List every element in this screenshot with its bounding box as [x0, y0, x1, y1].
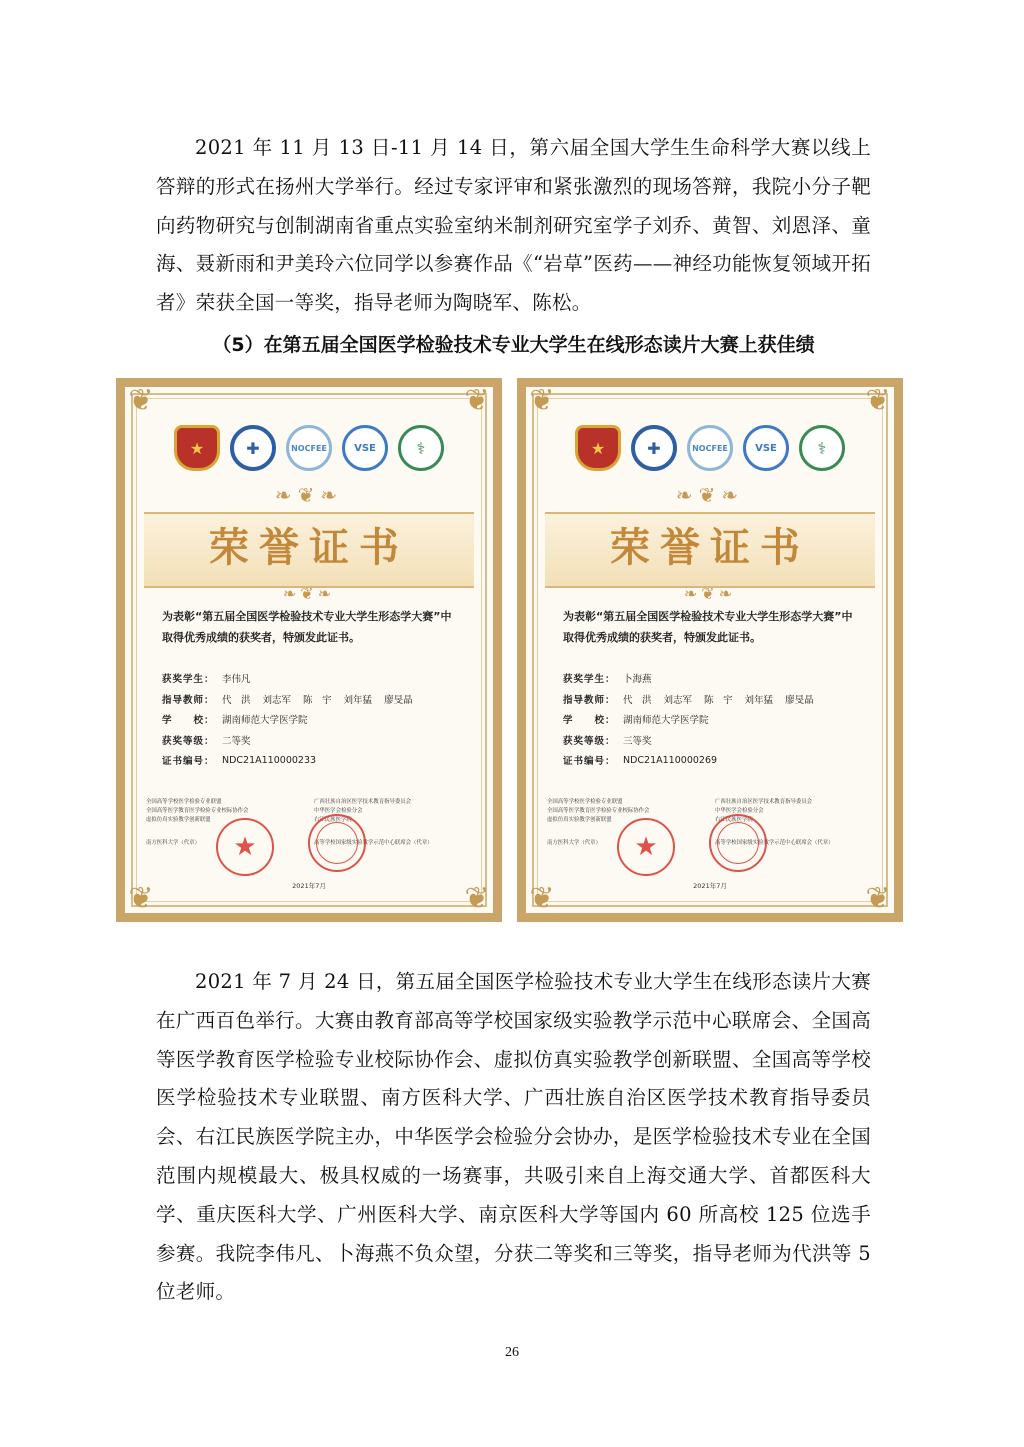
organizer-name: 广西壮族自治区医学技术教育指导委员会: [715, 799, 813, 805]
medical-logo-icon: ⚕: [799, 425, 845, 471]
corner-ornament-icon: ❦: [529, 881, 555, 916]
advisor-list: [623, 692, 873, 706]
advisor-name: 刘年猛: [343, 694, 373, 706]
certificate-fields: [563, 668, 873, 771]
page-number: 26: [505, 1345, 519, 1360]
organizer-name: 高等学校国家级实验教学示范中心联席会（代章）: [715, 840, 834, 846]
red-seal-icon: [308, 814, 366, 872]
field-label-school: 学 校：: [563, 715, 616, 727]
organizer-name: 中华医学会检验分会: [715, 808, 764, 814]
advisor-list: [222, 692, 472, 706]
school-name: 湖南师范大学医学院: [623, 715, 709, 727]
corner-ornament-icon: ❦: [464, 383, 490, 418]
certificate-date: 2021年7月: [693, 882, 727, 890]
field-label-student: 获奖学生：: [563, 674, 616, 686]
advisor-name: 陈 宇: [704, 694, 733, 706]
award-level: 二等奖: [222, 735, 251, 747]
school-name: 湖南师范大学医学院: [222, 715, 308, 727]
organizer-name: 高等学校国家级实验教学示范中心联席会（代章）: [314, 840, 433, 846]
field-label-advisors: 指导教师：: [162, 694, 215, 706]
nocfee-logo-icon: NOCFEE: [286, 425, 332, 471]
paragraph-life-science-contest: 2021 年 11 月 13 日-11 月 14 日，第六届全国大学生生命科学大赛以线上答辩的形式在扬州大学举行。经过专家评审和紧张激烈的现场答辩，我院小分子靶向药物研究与创制湖南省重点实验室纳米制剂研究室学子刘乔、黄智、刘恩泽、童海、聂新雨和尹美玲六位同学以参赛作品《“岩草”医药——神经功能恢复领域开拓者》荣获全国一等奖，指导老师为陶晓军、陈松。: [156, 136, 871, 315]
emblem-logo-icon: ★: [174, 425, 220, 471]
organizer-name: 虚拟仿真实验教学创新联盟: [547, 817, 612, 823]
advisor-name: 廖旻晶: [384, 694, 413, 706]
advisor-name: 刘志军: [262, 694, 292, 706]
certificate-title: 荣誉证书: [610, 524, 810, 571]
certificate-description: 为表彰“第五届全国医学检验技术专业大学生形态学大赛”中取得优秀成绩的获奖者，特颁发此证书。: [162, 610, 452, 644]
field-label-advisors: 指导教师：: [563, 694, 616, 706]
section-heading: （5）在第五届全国医学检验技术专业大学生在线形态读片大赛上获佳绩: [212, 334, 815, 356]
certificate-image-2: [517, 378, 903, 922]
field-label-level: 获奖等级：: [563, 735, 616, 747]
association-logo-icon: ✚: [631, 425, 677, 471]
organizer-name: 虚拟仿真实验教学创新联盟: [146, 817, 211, 823]
top-scroll-ornament-icon: ❧❦❧: [274, 483, 344, 507]
advisor-name: 代 洪: [623, 694, 652, 706]
paragraph-morphology-contest: 2021 年 7 月 24 日，第五届全国医学检验技术专业大学生在线形态读片大赛在广西百色举行。大赛由教育部高等学校国家级实验教学示范中心联席会、全国高等医学教育医学检验专业校际协作会、虚拟仿真实验教学创新联盟、全国高等学校医学检验技术专业联盟、南方医科大学、广西壮族自治区医学技术教育指导委员会、右江民族医学院主办，中华医学会检验分会协办，是医学检验技术专业在全国范围内规模最大、极具权威的一场赛事，共吸引来自上海交通大学、首都医科大学、重庆医科大学、广州医科大学、南京医科大学等国内 60 所高校 125 位选手参赛。我院李伟凡、卜海燕不负众望，分获二等奖和三等奖，指导老师为代洪等 5 位老师。: [156, 970, 871, 1304]
organizer-name: 广西壮族自治区医学技术教育指导委员会: [314, 799, 412, 805]
certificate-number: NDC21A110000233: [222, 754, 317, 766]
corner-ornament-icon: ❦: [128, 383, 154, 418]
field-label-school: 学 校：: [162, 715, 215, 727]
emblem-logo-icon: ★: [575, 425, 621, 471]
top-scroll-ornament-icon: ❧❦❧: [675, 483, 745, 507]
corner-ornament-icon: ❦: [529, 383, 555, 418]
field-label-level: 获奖等级：: [162, 735, 215, 747]
organizer-name: 中华医学会检验分会: [314, 808, 363, 814]
corner-ornament-icon: ❦: [128, 881, 154, 916]
organizer-name: 全国高等学校医学检验专业联盟: [547, 799, 623, 805]
certificate-description: 为表彰“第五届全国医学检验技术专业大学生形态学大赛”中取得优秀成绩的获奖者，特颁发此证书。: [563, 610, 853, 644]
corner-ornament-icon: ❦: [865, 881, 891, 916]
sponsor-logos: [575, 422, 845, 474]
advisor-name: 刘志军: [663, 694, 693, 706]
organizer-name: 南方医科大学（代章）: [146, 840, 200, 846]
red-seal-icon: ★: [617, 818, 675, 876]
student-name: 卜海燕: [623, 674, 652, 686]
medical-logo-icon: ⚕: [398, 425, 444, 471]
organizer-name: 右江民族医学院: [715, 817, 753, 823]
red-seal-icon: [709, 814, 767, 872]
sponsor-logos: [174, 422, 444, 474]
association-logo-icon: ✚: [230, 425, 276, 471]
organizer-name: 右江民族医学院: [314, 817, 352, 823]
certificate-date: 2021年7月: [292, 882, 326, 890]
certificate-title: 荣誉证书: [209, 524, 409, 571]
organizer-name: 全国高等医学教育医学检验专业校际协作会: [547, 808, 650, 814]
organizer-name: 全国高等学校医学检验专业联盟: [146, 799, 222, 805]
corner-ornament-icon: ❦: [464, 881, 490, 916]
organizer-name: 南方医科大学（代章）: [547, 840, 601, 846]
advisor-name: 陈 宇: [303, 694, 332, 706]
field-label-student: 获奖学生：: [162, 674, 215, 686]
vse-logo-icon: VSE: [743, 425, 789, 471]
certificate-image-1: [116, 378, 502, 922]
field-label-number: 证书编号：: [563, 756, 616, 768]
red-seal-icon: ★: [216, 818, 274, 876]
bottom-scroll-ornament-icon: ❧❦❧: [282, 584, 336, 603]
student-name: 李伟凡: [222, 674, 251, 686]
advisor-name: 代 洪: [222, 694, 251, 706]
organizer-name: 全国高等医学教育医学检验专业校际协作会: [146, 808, 249, 814]
advisor-name: 刘年猛: [744, 694, 774, 706]
advisor-name: 廖旻晶: [785, 694, 814, 706]
field-label-number: 证书编号：: [162, 756, 215, 768]
nocfee-logo-icon: NOCFEE: [687, 425, 733, 471]
bottom-scroll-ornament-icon: ❧❦❧: [683, 584, 737, 603]
corner-ornament-icon: ❦: [865, 383, 891, 418]
award-level: 三等奖: [623, 735, 652, 747]
vse-logo-icon: VSE: [342, 425, 388, 471]
certificate-number: NDC21A110000269: [623, 754, 718, 766]
certificate-fields: [162, 668, 472, 771]
